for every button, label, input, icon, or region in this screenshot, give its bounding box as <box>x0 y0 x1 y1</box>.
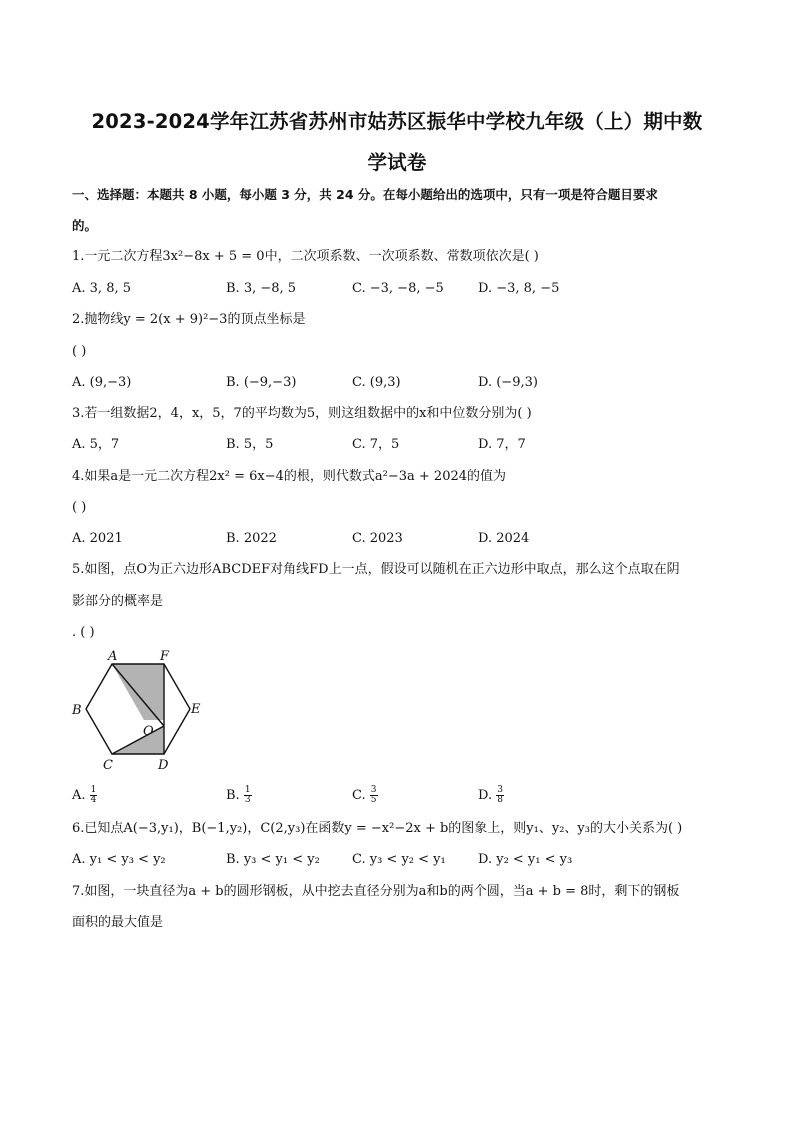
q3-option-d: D. 7，7 <box>478 437 526 452</box>
q2-option-a: A. (9,−3) <box>72 375 132 390</box>
q3-option-c: C. 7，5 <box>352 437 400 452</box>
q3-option-b: B. 5，5 <box>226 437 274 452</box>
q2-option-d: D. (−9,3) <box>478 375 538 390</box>
q4-option-c: C. 2023 <box>352 531 403 546</box>
q3-option-a: A. 5，7 <box>72 437 120 452</box>
denominator: 5 <box>370 795 377 805</box>
question-4-stem: 4.如果a是一元二次方程2x² = 6x−4的根，则代数式a²−3a + 2024的值为 <box>72 469 507 484</box>
q5-option-c-letter: C. <box>352 788 366 803</box>
q1-option-d: D. −3, 8, −5 <box>478 281 560 296</box>
question-4-paren: ( ) <box>72 500 87 515</box>
q5-option-b-letter: B. <box>226 788 240 803</box>
q5-option-d-letter: D. <box>478 788 493 803</box>
q6-option-b: B. y₃ < y₁ < y₂ <box>226 852 320 867</box>
denominator: 3 <box>244 795 251 805</box>
exam-title-line1: 2023-2024学年江苏省苏州市姑苏区振华中学校九年级（上）期中数 <box>91 110 703 133</box>
q4-option-b: B. 2022 <box>226 531 277 546</box>
denominator: 8 <box>497 795 503 805</box>
q6-option-d: D. y₂ < y₁ < y₃ <box>478 852 573 867</box>
q1-option-c: C. −3, −8, −5 <box>352 281 444 296</box>
fraction <box>496 786 504 805</box>
q1-option-b: B. 3, −8, 5 <box>226 281 297 296</box>
label-o: O <box>143 724 154 739</box>
question-7-stem-line1: 7.如图，一块直径为a + b的圆形钢板，从中挖去直径分别为a和b的两个圆，当a + b = 8时，剩下的钢板 <box>72 884 680 899</box>
q2-option-b: B. (−9,−3) <box>226 375 297 390</box>
label-a: A <box>108 649 118 664</box>
label-d: D <box>158 758 169 773</box>
q6-option-c: C. y₃ < y₂ < y₁ <box>352 852 446 867</box>
question-1-stem: 1.一元二次方程3x²−8x + 5 = 0中，二次项系数、一次项系数、常数项依次是( ) <box>72 249 539 264</box>
q2-option-c: C. (9,3) <box>352 375 401 390</box>
question-2-paren: ( ) <box>72 344 87 359</box>
numerator: 1 <box>244 785 251 795</box>
q4-option-a: A. 2021 <box>72 531 123 546</box>
question-5-stem-line1: 5.如图，点O为正六边形ABCDEF对角线FD上一点，假设可以随机在正六边形中取点，那么这个点取在阴 <box>72 562 680 577</box>
q4-option-d: D. 2024 <box>478 531 530 546</box>
denominator: 4 <box>90 795 97 805</box>
q1-option-a: A. 3, 8, 5 <box>72 281 131 296</box>
section-instructions-line1: 一、选择题：本题共 8 小题，每小题 3 分，共 24 分。在每小题给出的选项中，只有一项是符合题目要求 <box>72 187 658 202</box>
q5-option-b <box>226 786 252 805</box>
numerator: 1 <box>90 785 97 795</box>
question-3-stem: 3.若一组数据2，4，x，5，7的平均数为5，则这组数据中的x和中位数分别为( ) <box>72 406 532 421</box>
hexagon-figure <box>68 644 218 776</box>
question-2-stem: 2.抛物线y = 2(x + 9)²−3的顶点坐标是 <box>72 312 306 327</box>
question-5-paren: . ( ) <box>72 625 95 640</box>
exam-title-line2: 学试卷 <box>367 151 427 174</box>
fraction <box>90 786 98 805</box>
q5-option-a-letter: A. <box>72 788 86 803</box>
label-f: F <box>160 649 170 664</box>
question-5-stem-line2: 影部分的概率是 <box>72 594 164 609</box>
question-6-stem: 6.已知点A(−3,y₁)，B(−1,y₂)，C(2,y₃)在函数y = −x²−2x + b的图象上，则y₁、y₂、y₃的大小关系为( ) <box>72 821 683 836</box>
label-e: E <box>191 702 201 717</box>
label-c: C <box>103 758 113 773</box>
section-instructions-line2: 的。 <box>72 218 98 233</box>
q5-option-a <box>72 786 97 805</box>
q5-option-c <box>352 786 378 805</box>
numerator: 3 <box>497 785 503 795</box>
question-7-stem-line2: 面积的最大值是 <box>72 915 164 930</box>
q6-option-a: A. y₁ < y₃ < y₂ <box>72 852 166 867</box>
fraction <box>370 786 378 805</box>
fraction <box>244 786 252 805</box>
label-b: B <box>72 703 82 718</box>
q5-option-d <box>478 786 504 805</box>
numerator: 3 <box>370 785 377 795</box>
